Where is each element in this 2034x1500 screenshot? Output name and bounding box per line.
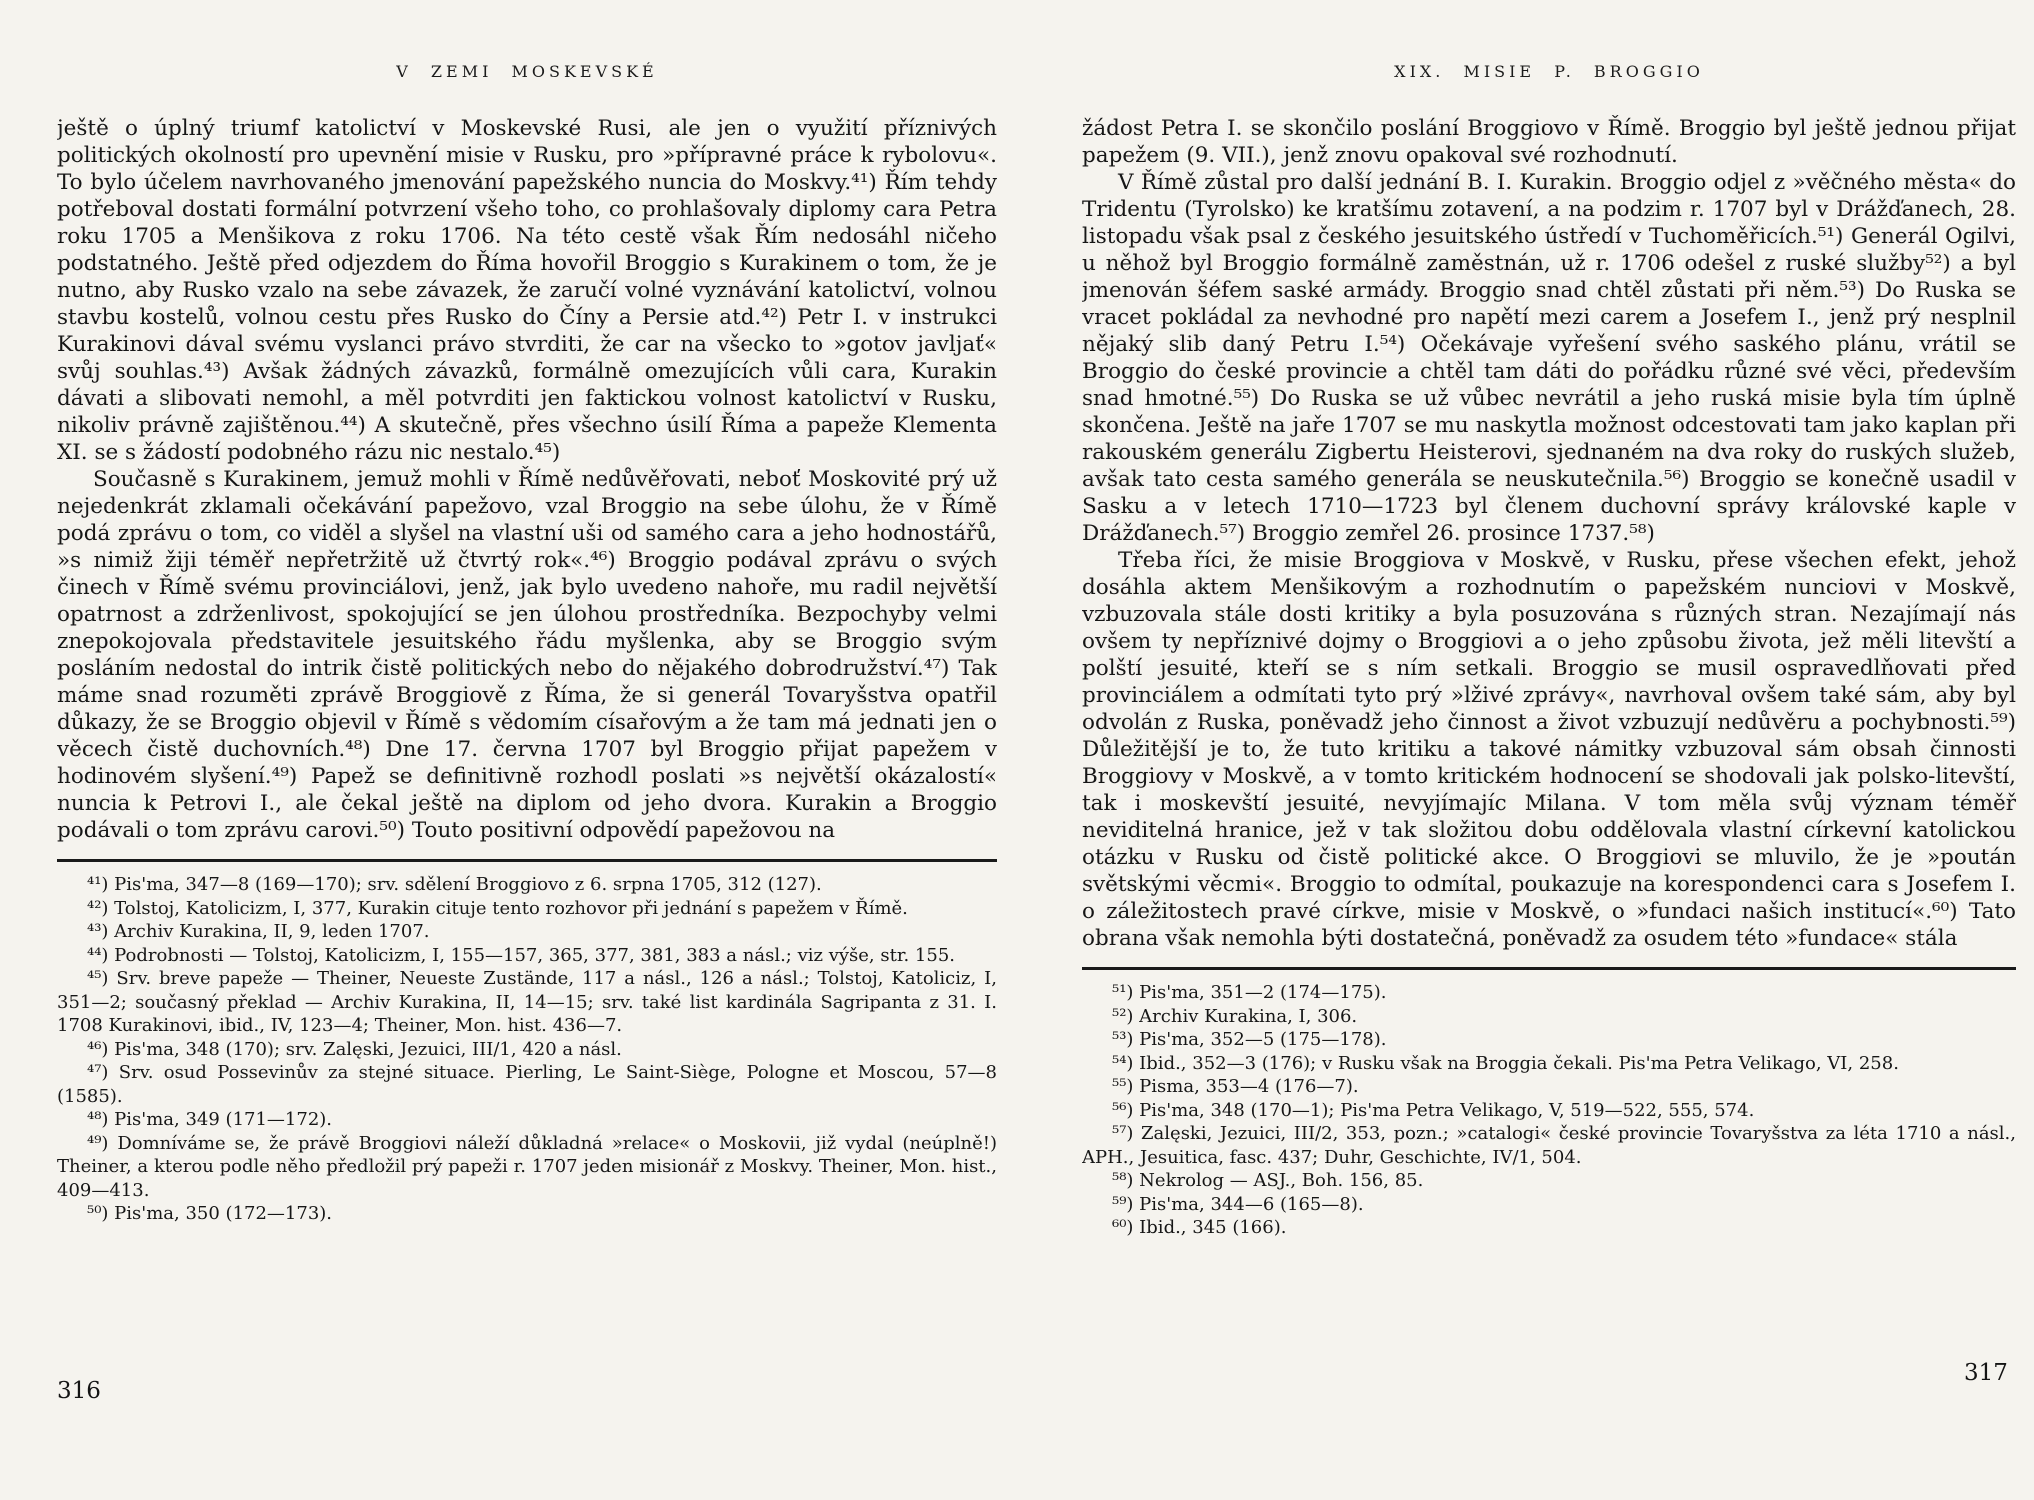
left-footnote-divider [57,859,997,862]
left-page-body [57,115,997,844]
footnote: ⁴²) Tolstoj, Katolicizm, I, 377, Kurakin cituje tento rozhovor při jednání s papežem v Římě. [87,897,908,919]
footnote: ⁵⁶) Pis'ma, 348 (170—1); Pis'ma Petra Velikago, V, 519—522, 555, 574. [1112,1099,1755,1121]
right-page-running-header: XIX. MISIE P. BROGGIO [1394,62,1704,81]
right-page-footnotes [1082,981,2016,1240]
paragraph: Třeba říci, že misie Broggiova v Moskvě, v Rusku, přese všechen efekt, jehož dosáhla aktem Menšikovým a rozhodnutím o papežském nunciovi v Moskvě, vzbuzovala stále dosti kritiky a byla posuzována s různých stran. Nezajímají nás ovšem ty nepříznivé dojmy o Broggiovi a o jeho způsobu života, jež měli litevští a polští jesuité, kteří se s ním setkali. Broggio se musil ospravedlňovati před provinciálem a odmítati tyto prý »lživé zprávy«, navrhoval ovšem také sám, aby byl odvolán z Ruska, poněvadž jeho činnost a život vzbuzují nedůvěru a pochybnosti.⁵⁹) Důležitější je to, že tuto kritiku a takové námitky vzbuzoval sám obsah činnosti Broggiovy v Moskvě, a v tomto kritickém hodnocení se shodovali jak polsko-litevští, tak i moskevští jesuité, nevyjímajíc Milana. V tom měla svůj význam téměř neviditelná hranice, jež v tak složitou dobu oddělovala vlastní církevní katolickou otázku v Rusku od čistě politické akce. O Broggiovi se mluvilo, že je »poután světskými věcmi«. Broggio to odmítal, poukazuje na korespondenci cara s Josefem I. o záležitostech pravé církve, misie v Moskvě, o »fundaci našich institucí«.⁶⁰) Tato obrana však nemohla býti dostatečná, poněvadž za osudem této »fundace« stála [1082,548,2016,951]
footnote: ⁵⁸) Nekrolog — ASJ., Boh. 156, 85. [1112,1170,1424,1191]
footnote: ⁶⁰) Ibid., 345 (166). [1112,1217,1287,1238]
left-page-footnotes [57,873,997,1226]
footnote: ⁵⁴) Ibid., 352—3 (176); v Rusku však na Broggia čekali. Pis'ma Petra Velikago, VI, 258. [1112,1052,1899,1074]
footnote: ⁵²) Archiv Kurakina, I, 306. [1112,1005,1358,1027]
footnote: ⁴⁹) Domníváme se, že právě Broggiovi náleží důkladná »relace« o Moskovii, již vydal (neúplně!) Theiner, a kterou podle něho předložil prý papeži r. 1707 jeden misionář z Moskvy. Theiner, Mon. hist., 409—413. [57,1132,997,1201]
footnote: ⁵⁹) Pis'ma, 344—6 (165—8). [1112,1193,1364,1215]
paragraph: Současně s Kurakinem, jemuž mohli v Římě nedůvěřovati, neboť Moskovité prý už nejedenkrát zklamali očekávání papežovo, vzal Broggio na sebe úlohu, že v Římě podá zprávu o tom, co viděl a slyšel na vlastní uši od samého cara a jeho hodnostářů, »s nimiž žiji téměř nepřetržitě už čtvrtý rok«.⁴⁶) Broggio podával zprávu o svých činech v Římě svému provinciálovi, jenž, jak bylo uvedeno nahoře, mu radil největší opatrnost a zdrženlivost, spokojující se jen úlohou prostředníka. Bezpochyby velmi znepokojovala představitele jesuitského řádu myšlenka, aby se Broggio svým posláním nedostal do intrik čistě politických nebo do nějakého dobrodružství.⁴⁷) Tak máme snad rozuměti zprávě Broggiově z Říma, že si generál Tovaryšstva opatřil důkazy, že se Broggio objevil v Římě s vědomím císařovým a že tam má jednati jen o věcech čistě duchovních.⁴⁸) Dne 17. června 1707 byl Broggio přijat papežem v hodinovém slyšení.⁴⁹) Papež se definitivně rozhodl poslati »s největší okázalostí« nuncia k Petrovi I., ale čekal ještě na diplom od jeho dvora. Kurakin a Broggio podávali o tom zprávu carovi.⁵⁰) Touto positivní odpovědí papežovou na [57,467,997,843]
footnote: ⁴³) Archiv Kurakina, II, 9, leden 1707. [87,921,430,942]
right-footnote-divider [1082,967,2016,970]
footnote: ⁵¹) Pis'ma, 351—2 (174—175). [1112,982,1387,1003]
footnote: ⁴⁶) Pis'ma, 348 (170); srv. Zalęski, Jezuici, III/1, 420 a násl. [87,1038,622,1060]
footnote: ⁵⁵) Pisma, 353—4 (176—7). [1112,1076,1359,1097]
paragraph: žádost Petra I. se skončilo poslání Broggiovo v Římě. Broggio byl ještě jednou přijat papežem (9. VII.), jenž znovu opakoval své rozhodnutí. [1082,116,2016,168]
footnote: ⁴⁵) Srv. breve papeže — Theiner, Neueste Zustände, 117 a násl., 126 a násl.; Tolstoj, Katoliciz, I, 351—2; současný překlad — Archiv Kurakina, II, 14—15; srv. také list kardinála Sagripanta z 31. I. 1708 Kurakinovi, ibid., IV, 123—4; Theiner, Mon. hist. 436—7. [57,968,997,1036]
left-page-number: 316 [57,1378,101,1404]
footnote: ⁵⁷) Zalęski, Jezuici, III/2, 353, pozn.; »catalogi« české provincie Tovaryšstva za léta 1710 a násl., APH., Jesuitica, fasc. 437; Duhr, Geschichte, IV/1, 504. [1082,1123,2016,1168]
footnote: ⁴⁸) Pis'ma, 349 (171—172). [87,1109,333,1130]
footnote: ⁴¹) Pis'ma, 347—8 (169—170); srv. sdělení Broggiovo z 6. srpna 1705, 312 (127). [87,874,822,895]
left-page [57,56,997,1466]
left-page-running-header: V ZEMI MOSKEVSKÉ [396,62,658,81]
footnote: ⁵⁰) Pis'ma, 350 (172—173). [87,1203,333,1224]
paragraph: ještě o úplný triumf katolictví v Moskevské Rusi, ale jen o využití příznivých politických okolností pro upevnění misie v Rusku, pro »přípravné práce k rybolovu«. To bylo účelem navrhovaného jmenování papežského nuncia do Moskvy.⁴¹) Řím tehdy potřeboval dostati formální potvrzení všeho toho, co prohlašovaly diplomy cara Petra roku 1705 a Menšikova z roku 1706. Na této cestě však Řím nedosáhl ničeho podstatného. Ještě před odjezdem do Říma hovořil Broggio s Kurakinem o tom, že je nutno, aby Rusko vzalo na sebe závazek, že zaručí volné vyznávání katolictví, volnou stavbu kostelů, volnou cestu přes Rusko do Číny a Persie atd.⁴²) Petr I. v instrukci Kurakinovi dával svému vyslanci právo stvrditi, že car na všecko to »gotov javljať« svůj souhlas.⁴³) Avšak žádných závazků, formálně omezujících vůli cara, Kurakin dávati a slibovati nemohl, a měl potvrditi jen faktickou volnost katolictví v Rusku, nikoliv právně zajištěnou.⁴⁴) A skutečně, přes všechno úsilí Říma a papeže Klementa XI. se s žádostí podobného rázu nic nestalo.⁴⁵) [57,116,997,465]
footnote: ⁴⁴) Podrobnosti — Tolstoj, Katolicizm, I, 155—157, 365, 377, 381, 383 a násl.; viz výše, str. 155. [87,944,955,966]
right-page-body [1082,115,2016,952]
right-page [1082,56,2016,1466]
footnote: ⁴⁷) Srv. osud Possevinův za stejné situace. Pierling, Le Saint-Siège, Pologne et Moscou, 57—8 (1585). [57,1062,997,1107]
right-page-number: 317 [1964,1360,2008,1386]
footnote: ⁵³) Pis'ma, 352—5 (175—178). [1112,1029,1387,1050]
paragraph: V Římě zůstal pro další jednání B. I. Kurakin. Broggio odjel z »věčného města« do Tridentu (Tyrolsko) ke kratšímu zotavení, a na podzim r. 1707 byl v Drážďanech, 28. listopadu však psal z českého jesuitského ústředí v Tuchoměřicích.⁵¹) Generál Ogilvi, u něhož byl Broggio formálně zaměstnán, už r. 1706 odešel z ruské služby⁵²) a byl jmenován šéfem saské armády. Broggio snad chtěl zůstati při něm.⁵³) Do Ruska se vracet pokládal za nevhodné pro napětí mezi carem a Josefem I., jenž prý nesplnil nějaký slib daný Petru I.⁵⁴) Očekávaje vyřešení svého saského plánu, vrátil se Broggio do české provincie a chtěl tam dáti do pořádku různé své věci, především snad hmotné.⁵⁵) Do Ruska se už vůbec nevrátil a jeho ruská misie byla tím úplně skončena. Ještě na jaře 1707 se mu naskytla možnost odcestovati tam jako kaplan při rakouském generálu Zigbertu Heisterovi, sjednaném na dva roky do ruských služeb, avšak tato cesta samého generála se neuskutečnila.⁵⁶) Broggio se konečně usadil v Sasku a v letech 1710—1723 byl členem duchovní správy královské kaple v Drážďanech.⁵⁷) Broggio zemřel 26. prosince 1737.⁵⁸) [1082,170,2016,546]
